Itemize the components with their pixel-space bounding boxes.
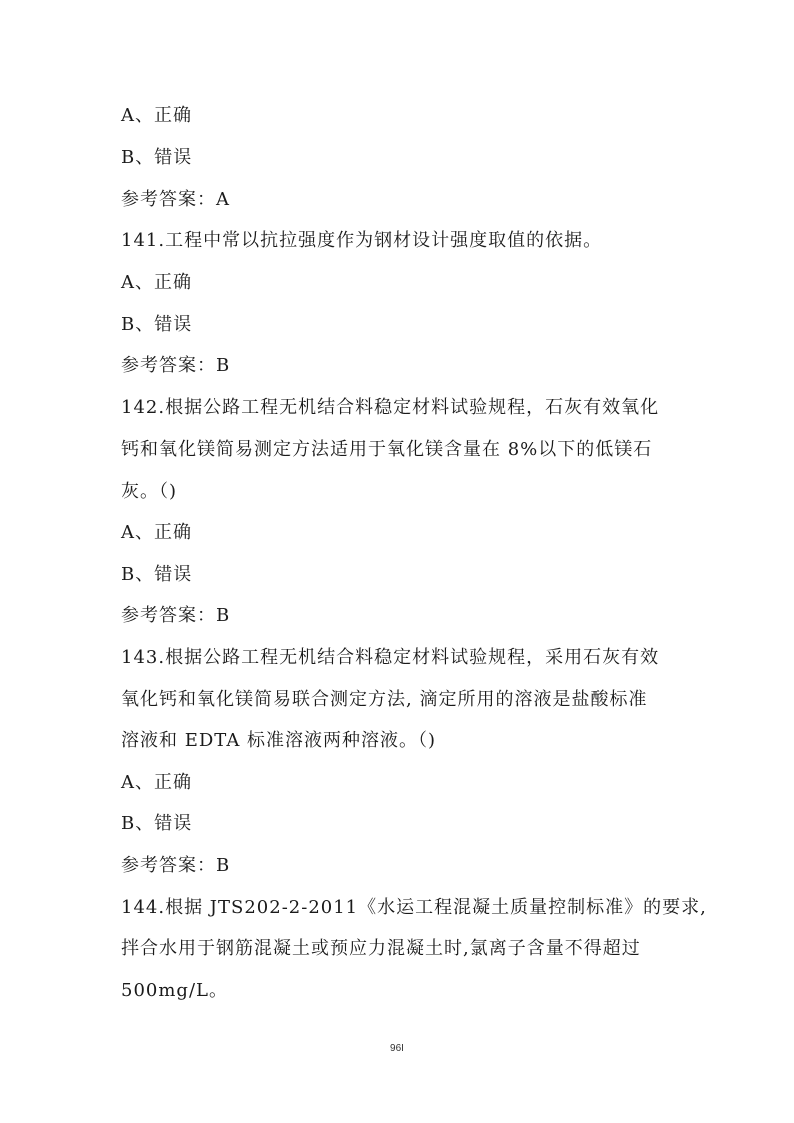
question-144-line-1: 144.根据 JTS202-2-2011《水运工程混凝土质量控制标准》的要求, [121, 897, 707, 918]
answer-prev: 参考答案：A [121, 189, 230, 210]
question-143-line-2: 氧化钙和氧化镁简易联合测定方法, 滴定所用的溶液是盐酸标准 [121, 689, 648, 710]
option-a-141: A、正确 [121, 272, 192, 293]
question-142-line-3: 灰。（) [121, 481, 178, 502]
question-144-line-2: 拌合水用于钢筋混凝土或预应力混凝土时,氯离子含量不得超过 [121, 938, 641, 959]
question-144-line-3: 500mg/L。 [121, 980, 228, 1001]
option-b-143: B、错误 [121, 813, 193, 834]
option-b-142: B、错误 [121, 564, 193, 585]
question-142-line-1: 142.根据公路工程无机结合料稳定材料试验规程，石灰有效氧化 [121, 397, 660, 418]
question-143-line-3: 溶液和 EDTA 标准溶液两种溶液。（) [121, 730, 437, 751]
answer-142: 参考答案：B [121, 605, 231, 626]
question-143-line-1: 143.根据公路工程无机结合料稳定材料试验规程，采用石灰有效 [121, 647, 660, 668]
page-number: 96I [390, 1043, 404, 1054]
answer-141: 参考答案：B [121, 355, 231, 376]
option-a-143: A、正确 [121, 772, 192, 793]
option-b-141: B、错误 [121, 314, 193, 335]
option-a-142: A、正确 [121, 522, 192, 543]
answer-143: 参考答案：B [121, 855, 231, 876]
option-a-prev: A、正确 [121, 105, 192, 126]
option-b-prev: B、错误 [121, 147, 193, 168]
question-142-line-2: 钙和氧化镁简易测定方法适用于氧化镁含量在 8%以下的低镁石 [121, 439, 653, 460]
question-141: 141.工程中常以抗拉强度作为钢材设计强度取值的依据。 [121, 230, 603, 251]
